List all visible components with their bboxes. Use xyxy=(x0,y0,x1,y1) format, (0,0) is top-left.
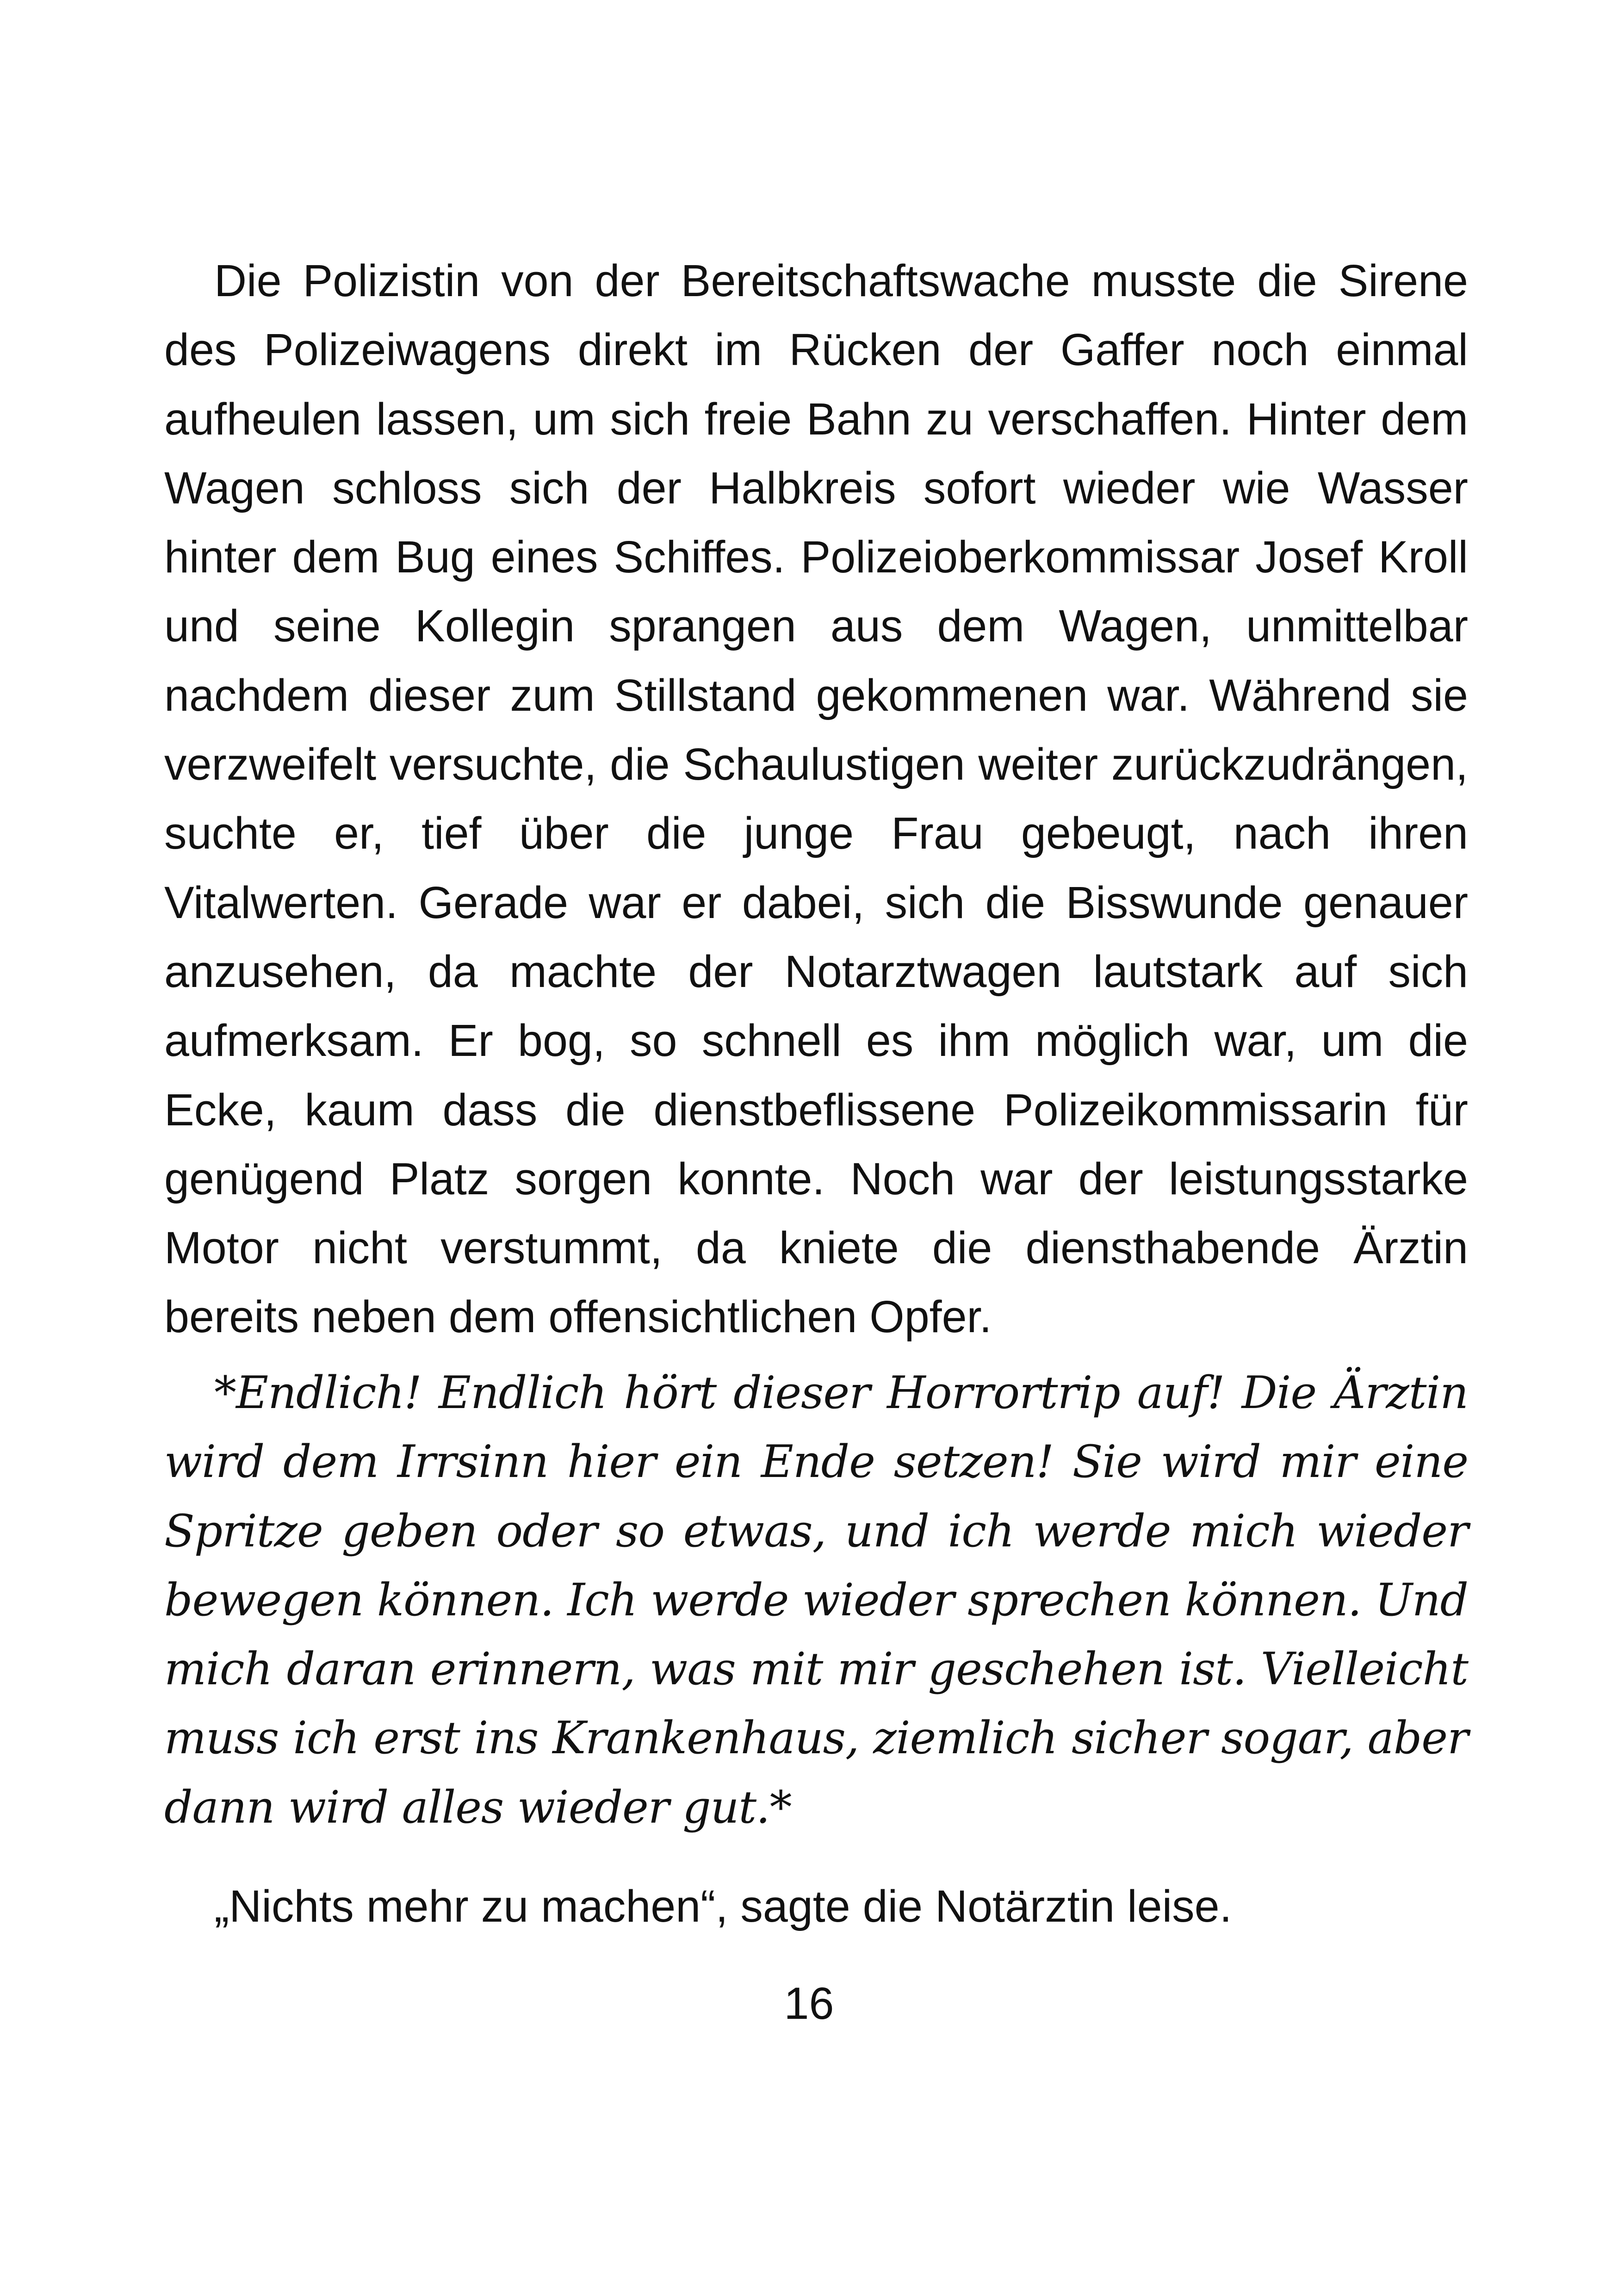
inner-monologue-paragraph: *Endlich! Endlich hört dieser Horrortrip auf! Die Ärztin wird dem Irrsinn hier ein Ende setzen! Sie wird mir eine Spritze geben oder so etwas, und ich werde mich wieder bewegen können. Ich werde wieder sprechen können. Und mich daran erinnern, was mit mir geschehen ist. Vielleicht muss ich erst ins Krankenhaus, ziemlich sicher sogar, aber dann wird alles wieder gut.* xyxy=(164,1367,1468,1833)
dialogue-paragraph: „Nichts mehr zu machen“, sagte die Notärztin leise. xyxy=(214,1881,1232,1931)
narrative-paragraph: Die Polizistin von der Bereitschaftswache musste die Sirene des Polizeiwagens direkt im Rücken der Gaffer noch einmal aufheulen lassen, um sich freie Bahn zu verschaffen. Hinter dem Wagen schloss sich der Halbkreis sofort wieder wie Wasser hinter dem Bug eines Schiffes. Polizeioberkommissar Josef Kroll und seine Kollegin sprangen aus dem Wagen, unmittelbar nachdem dieser zum Stillstand gekommenen war. Während sie verzweifelt versuchte, die Schaulustigen weiter zurückzudrängen, suchte er, tief über die junge Frau gebeugt, nach ihren Vitalwerten. Gerade war er dabei, sich die Bisswunde genauer anzusehen, da machte der Notarztwagen lautstark auf sich aufmerksam. Er bog, so schnell es ihm möglich war, um die Ecke, kaum dass die dienstbeflissene Polizeikommissarin für genügend Platz sorgen konnte. Noch war der leistungsstarke Motor nicht verstummt, da kniete die diensthabende Ärztin bereits neben dem offensichtlichen Opfer. xyxy=(164,255,1468,1342)
page-number: 16 xyxy=(784,1978,834,2029)
